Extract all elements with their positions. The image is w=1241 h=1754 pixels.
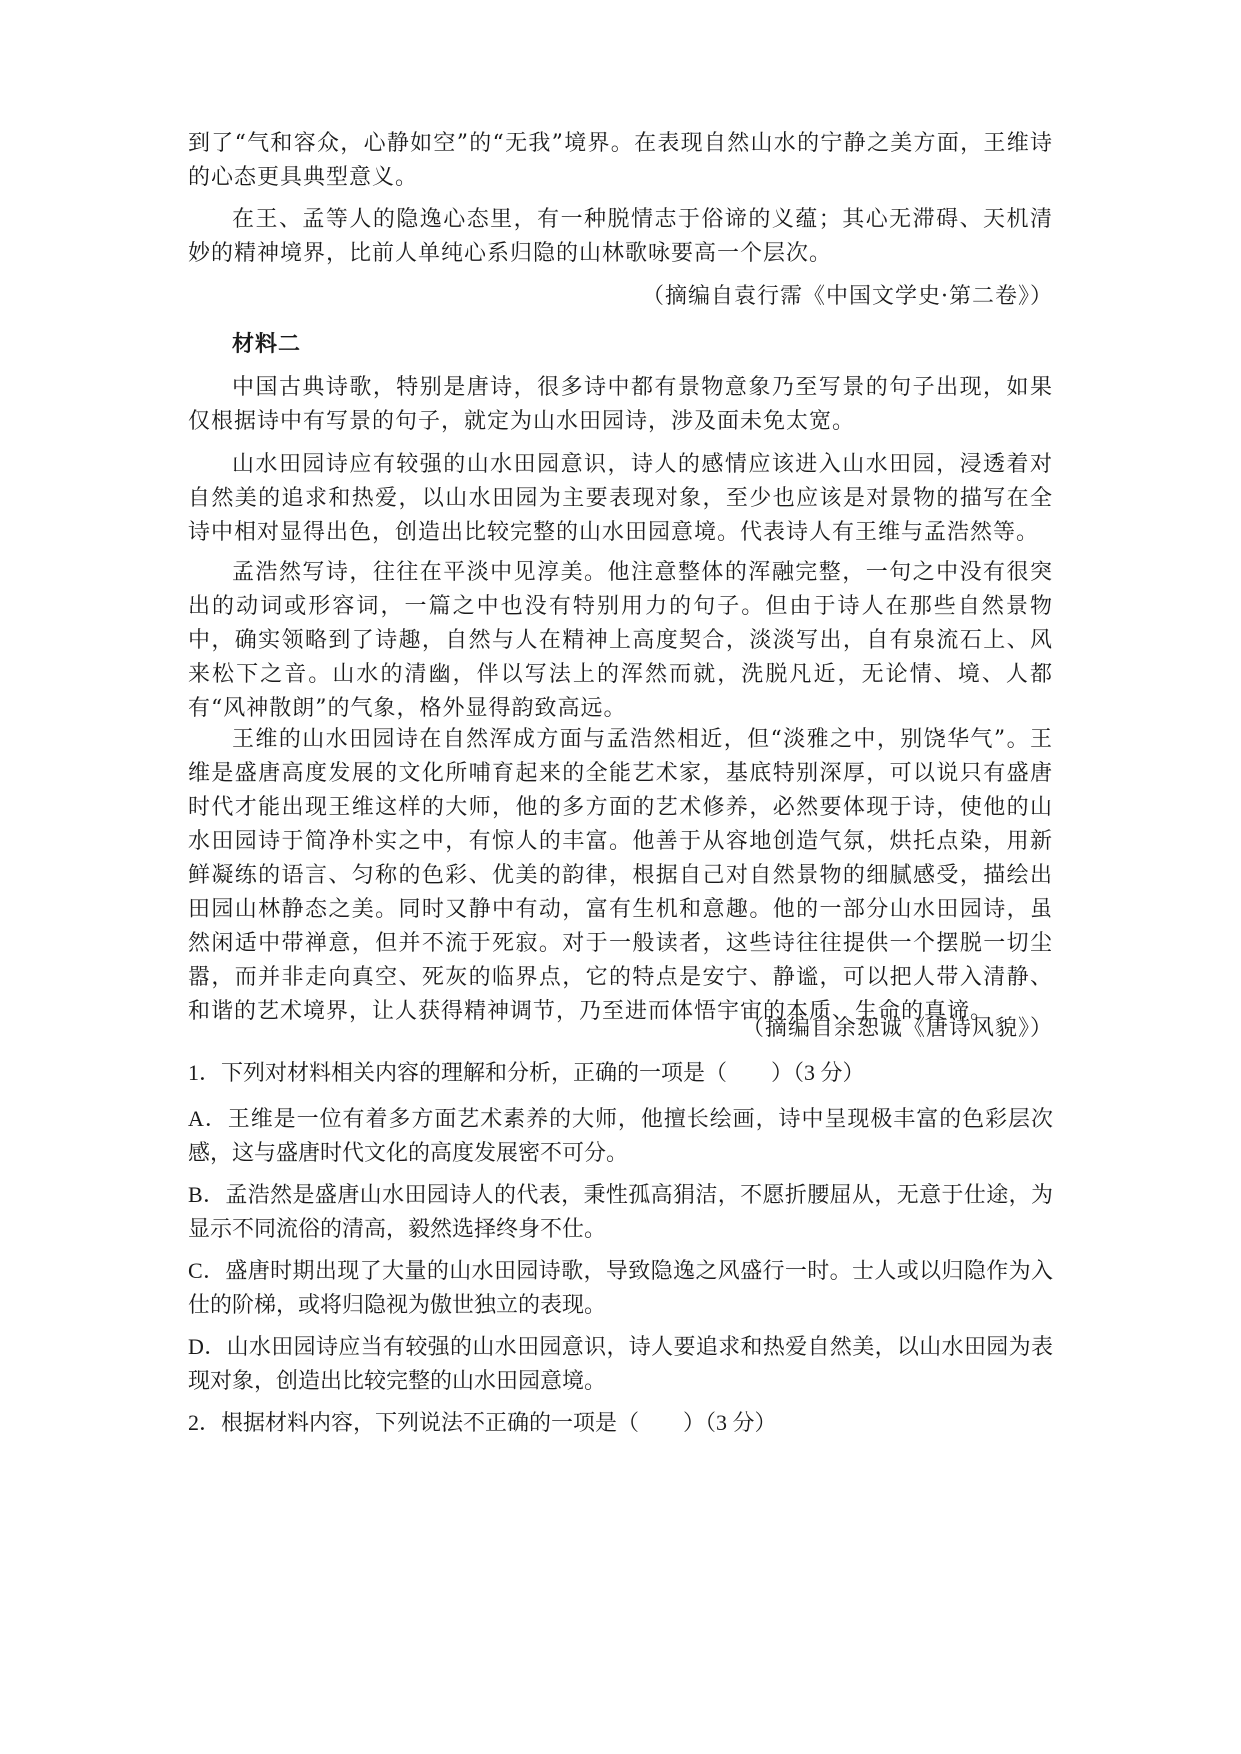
paragraph-text: 中国古典诗歌，特别是唐诗，很多诗中都有景物意象乃至写景的句子出现，如果仅根据诗中有写景的句子，就定为山水田园诗，涉及面未免太宽。	[188, 375, 1053, 434]
paragraph-text: 到了“气和容众，心静如空”的“无我”境界。在表现自然山水的宁静之美方面，王维诗的心态更具典型意义。	[188, 131, 1053, 190]
question1-option-a: A．王维是一位有着多方面艺术素养的大师，他擅长绘画，诗中呈现极丰富的色彩层次感，这与盛唐时代文化的高度发展密不可分。	[188, 1106, 1053, 1165]
paragraph-text: 王维的山水田园诗在自然浑成方面与孟浩然相近，但“淡雅之中，别饶华气”。王维是盛唐高度发展的文化所哺育起来的全能艺术家，基底特别深厚，可以说只有盛唐时代才能出现王维这样的大师，他的多方面的艺术修养，必然要体现于诗，使他的山水田园诗于简净朴实之中，有惊人的丰富。他善于从容地创造气氛，烘托点染，用新鲜凝练的语言、匀称的色彩、优美的韵律，根据自己对自然景物的细腻感受，描绘出田园山林静态之美。同时又静中有动，富有生机和意趣。他的一部分山水田园诗，虽然闲适中带禅意，但并不流于死寂。对于一般读者，这些诗往往提供一个摆脱一切尘嚣，而并非走向真空、死灰的临界点，它的特点是安宁、静谧，可以把人带入清静、和谐的艺术境界，让人获得精神调节，乃至进而体悟宇宙的本质、生命的真谛。	[188, 727, 1053, 1024]
material2-paragraph	[188, 371, 1053, 439]
material1-source: （摘编自袁行霈《中国文学史·第二卷》）	[642, 284, 1053, 309]
question1-option-b: B．孟浩然是盛唐山水田园诗人的代表，秉性孤高狷洁，不愿折腰屈从，无意于仕途，为显示不同流俗的清高，毅然选择终身不仕。	[188, 1182, 1053, 1241]
material2-paragraph	[188, 448, 1053, 550]
paragraph-text: 山水田园诗应有较强的山水田园意识，诗人的感情应该进入山水田园，浸透着对自然美的追求和热爱，以山水田园为主要表现对象，至少也应该是对景物的描写在全诗中相对显得出色，创造出比较完整的山水田园意境。代表诗人有王维与孟浩然等。	[188, 452, 1053, 545]
question2-stem: 2．根据材料内容，下列说法不正确的一项是（ ）（3 分）	[188, 1410, 777, 1435]
question1-option-c: C．盛唐时期出现了大量的山水田园诗歌，导致隐逸之风盛行一时。士人或以归隐作为入仕的阶梯，或将归隐视为傲世独立的表现。	[188, 1258, 1053, 1317]
material1-paragraph	[188, 203, 1053, 271]
material2-paragraph	[188, 556, 1053, 726]
material1-paragraph	[188, 127, 1053, 195]
question1-option-d: D．山水田园诗应当有较强的山水田园意识，诗人要追求和热爱自然美，以山水田园为表现对象，创造出比较完整的山水田园意境。	[188, 1334, 1053, 1393]
paragraph-text: 孟浩然写诗，往往在平淡中见淳美。他注意整体的浑融完整，一句之中没有很突出的动词或形容词，一篇之中也没有特别用力的句子。但由于诗人在那些自然景物中，确实领略到了诗趣，自然与人在精神上高度契合，淡淡写出，自有泉流石上、风来松下之音。山水的清幽，伴以写法上的浑然而就，洗脱凡近，无论情、境、人都有“风神散朗”的气象，格外显得韵致高远。	[188, 560, 1053, 721]
material2-heading: 材料二	[232, 331, 302, 357]
material2-paragraph	[188, 723, 1053, 1029]
question1-stem: 1．下列对材料相关内容的理解和分析，正确的一项是（ ）（3 分）	[188, 1060, 865, 1085]
material2-source: （摘编自余恕诚《唐诗风貌》）	[741, 1016, 1053, 1041]
paragraph-text: 在王、孟等人的隐逸心态里，有一种脱情志于俗谛的义蕴；其心无滞碍、天机清妙的精神境界，比前人单纯心系归隐的山林歌咏要高一个层次。	[188, 207, 1053, 266]
